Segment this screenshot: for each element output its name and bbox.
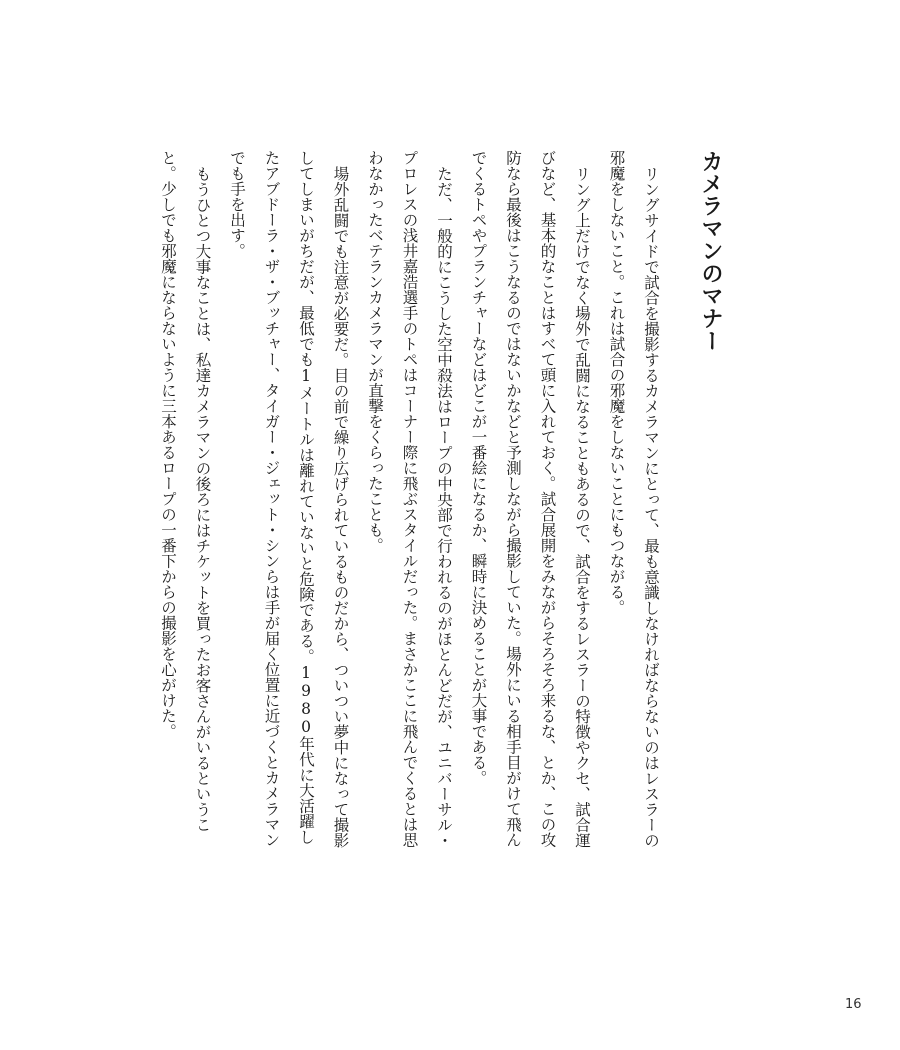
paragraph: もうひとつ大事なことは、私達カメラマンの後ろにはチケットを買ったお客さんがいるということ。少しでも邪魔にならないように三本あるロープの一番下からの撮影を心がけた。 bbox=[159, 150, 212, 832]
paragraph: 場外乱闘でも注意が必要だ。目の前で繰り広げられているものだから、ついつい夢中になって撮影してしまいがちだが、最低でも1メートルは離れていないと危険である。1980年代に大活躍したアブドーラ・ザ・ブッチャー、タイガー・ジェット・シンらは手が届く位置に近づくとカメラマンでも手を出す。 bbox=[228, 150, 350, 848]
paragraph: リングサイドで試合を撮影するカメラマンにとって、最も意識しなければならないのはレスラーの邪魔をしないこと。これは試合の邪魔をしないことにもつながる。 bbox=[607, 150, 660, 848]
paragraph: ただ、一般的にこうした空中殺法はロープの中央部で行われるのがほとんどだが、ユニバーサル・プロレスの浅井嘉浩選手のトペはコーナー際に飛ぶスタイルだった。まさかここに飛んでくるとは思わなかったベテランカメラマンが直撃をくらったことも。 bbox=[366, 150, 453, 848]
vertical-text-block bbox=[159, 150, 724, 850]
paragraph: リング上だけでなく場外で乱闘になることもあるので、試合をするレスラーの特徴やクセ、試合運びなど、基本的なことはすべて頭に入れておく。試合展開をみながらそろそろ来るな、とか、この攻防なら最後はこうなるのではないかなどと予測しながら撮影していた。場外にいる相手目がけて飛んでくるトペやプランチャーなどはどこが一番絵になるか、瞬時に決めることが大事である。 bbox=[469, 150, 591, 848]
page-number: 16 bbox=[845, 997, 862, 1012]
article-title: カメラマンのマナー bbox=[698, 150, 724, 352]
